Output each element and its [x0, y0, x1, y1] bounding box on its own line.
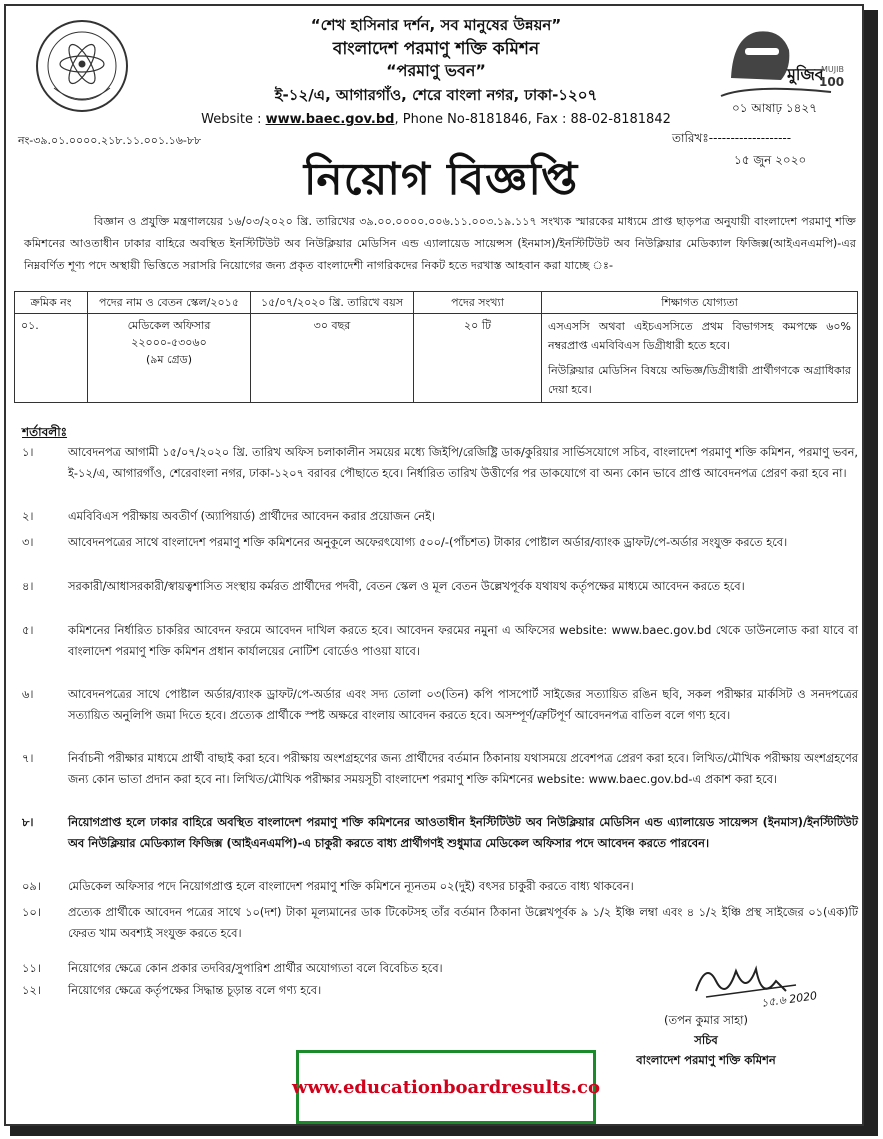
- condition-text: আবেদনপত্র আগামী ১৫/০৭/২০২০ খ্রি. তারিখ অফিস চলাকালীন সময়ের মধ্যে জিইপি/রেজিষ্ট্রি ডাক/কুরিয়ার সার্ভিসযোগে সচিব, বাংলাদেশ পরমাণু শক্তি কমিশন, পরমাণু ভবন, ই-১২/এ, আগারগাঁও, শেরেবাংলা নগর, ঢাকা-১২০৭ বরাবর পৌছাতে হবে। নির্ধারিত তারিখ উত্তীর্ণের পর ডাকযোগে বা অন্য কোন ভাবে প্রাপ্ত আবেদনপত্র প্রেরণ করা হবে না।: [68, 445, 858, 480]
- table-header-row: [15, 292, 858, 314]
- condition-number: ৫।: [22, 623, 34, 637]
- cell-post: [88, 314, 251, 403]
- baec-logo-icon: [34, 18, 130, 114]
- mujib-100-logo-icon: [711, 18, 845, 100]
- contact-line: [156, 112, 716, 127]
- slogan: “শেখ হাসিনার দর্শন, সব মানুষের উন্নয়ন”: [310, 16, 562, 34]
- condition-number: ৩।: [22, 535, 34, 549]
- date-english: ১৫ জুন ২০২০: [734, 153, 807, 167]
- page-title: নিয়োগ বিজ্ঞপ্তি: [303, 154, 579, 205]
- memo-number: নং-৩৯.০১.০০০০.২১৮.১১.০০১.১৬-৮৮: [18, 134, 202, 147]
- org-name: বাংলাদেশ পরমাণু শক্তি কমিশন: [332, 39, 540, 59]
- post-table: [14, 291, 858, 403]
- condition-text: এমবিবিএস পরীক্ষায় অবতীর্ণ (অ্যাপিয়ার্ড) প্রার্থীদের আবেদন করার প্রয়োজন নেই।: [68, 509, 436, 523]
- post-name: মেডিকেল অফিসার: [127, 319, 211, 332]
- condition-text: নিয়োগের ক্ষেত্রে কোন প্রকার তদবির/সুপারিশ প্রার্থীর অযোগ্যতা বলে বিবেচিত হবে।: [68, 961, 443, 975]
- address: ই-১২/এ, আগারগাঁও, শেরে বাংলা নগর, ঢাকা-১২০৭: [274, 86, 598, 104]
- table-row: [15, 314, 858, 403]
- cell-serial: ০১.: [15, 314, 88, 403]
- condition-text: নিয়োগের ক্ষেত্রে কর্তৃপক্ষের সিদ্ধান্ত চূড়ান্ত বলে গণ্য হবে।: [68, 983, 322, 997]
- condition-number: ১০।: [22, 905, 41, 919]
- pay-scale: ২২০০০-৫৩০৬০: [131, 336, 207, 349]
- cell-count: ২০ টি: [414, 314, 542, 403]
- col-post: পদের নাম ও বেতন স্কেল/২০১৫: [88, 292, 251, 314]
- col-qualification: শিক্ষাগত যোগ্যতা: [542, 292, 858, 314]
- svg-text:মুজিব: মুজিব: [787, 65, 824, 84]
- building-name: “পরমাণু ভবন”: [386, 61, 486, 80]
- condition-number: ১।: [22, 445, 34, 459]
- signer-designation: সচিব: [694, 1033, 718, 1047]
- preference-text: নিউক্লিয়ার মেডিসিন বিষয়ে অভিজ্ঞ/ডিগ্রীধারী প্রার্থীগণকে অগ্রাধিকার দেয়া হবে।: [548, 364, 851, 396]
- condition-text: নিয়োগপ্রাপ্ত হলে ঢাকার বাহিরে অবস্থিত বাংলাদেশ পরমাণু শক্তি কমিশনের আওতাধীন ইনস্টিটিউট অব নিউক্লিয়ার মেডিসিন এন্ড এ্যালায়েড সায়েন্সস (ইনমাস)/ইনস্টিটিউট অব নিউক্লিয়ার মেডিক্যাল ফিজিক্স (আইএনএমপি)-এ চাকুরী করতে বাধ্য প্রার্থীগণই শুধুমাত্র মেডিকেল অফিসার পদে আবেদন করতে পারবেন।: [68, 815, 858, 850]
- condition-text: প্রত্যেক প্রার্থীকে আবেদন পত্রের সাথে ১০(দশ) টাকা মূল্যমানের ডাক টিকেটসহ তাঁর বর্তমান ঠিকানা উল্লেখপূর্বক ৯ ১/২ ইঞ্চি লম্বা এবং ৪ ১/২ ইঞ্চি প্রস্থ সাইজের ০১(এক)টি ফেরত খাম অবশ্যই সংযুক্ত করতে হবে।: [68, 905, 858, 940]
- qualification-text: এসএসসি অথবা এইচএসসিতে প্রথম বিভাগসহ কমপক্ষে ৬০% নম্বরপ্রাপ্ত এমবিবিএস ডিগ্রীধারী হতে হবে।: [548, 320, 851, 352]
- signer-block: [606, 1010, 806, 1070]
- condition-number: ১১।: [22, 961, 41, 975]
- signer-org: বাংলাদেশ পরমাণু শক্তি কমিশন: [636, 1053, 776, 1067]
- condition-text: কমিশনের নির্ধারিত চাকরির আবেদন ফরমে আবেদন দাখিল করতে হবে। আবেদন ফরমের নমুনা এ অফিসের website: www.baec.gov.bd থেকে ডাউনলোড করা যাবে বা বাংলাদেশ পরমাণু শক্তি কমিশন প্রধান কার্যালয়ের নোটিশ বোর্ডেও পাওয়া যাবে।: [68, 623, 858, 658]
- col-serial: ক্রমিক নং: [15, 292, 88, 314]
- cell-age: ৩০ বছর: [251, 314, 414, 403]
- condition-number: ৮।: [22, 815, 34, 829]
- condition-number: ৪।: [22, 579, 34, 593]
- col-count: পদের সংখ্যা: [414, 292, 542, 314]
- cell-qualification: [542, 314, 858, 403]
- website-label: Website :: [201, 112, 266, 127]
- conditions-heading: শর্তাবলীঃ: [22, 425, 68, 439]
- intro-paragraph: বিজ্ঞান ও প্রযুক্তি মন্ত্রণালয়ের ১৬/০৩/২০২০ খ্রি. তারিখের ৩৯.০০.০০০০.০০৬.১১.০০৩.১৯.১১৭ সংখ্যক স্মারকের মাধ্যমে প্রাপ্ত ছাড়পত্র অনুযায়ী বাংলাদেশ পরমাণু শক্তি কমিশনের আওতাধীন ঢাকার বাহিরে অবস্থিত ইনস্টিটিউট অব নিউক্লিয়ার মেডিসিন এন্ড এ্যালায়েড সায়েন্সস (ইনমাস)/ইনস্টিটিউট অব নিউক্লিয়ার মেডিক্যাল ফিজিক্স(আইএনএমপি)-এর নিম্নবর্ণিত শূণ্য পদে অস্থায়ী ভিত্তিতে সরাসরি নিয়োগের জন্য প্রকৃত বাংলাদেশী নাগরিকদের নিকট হতে দরখাস্ত আহবান করা যাচ্ছে ঃ-: [24, 215, 856, 272]
- notice-page: [4, 4, 864, 1126]
- date-bangla: ০১ আষাঢ় ১৪২৭: [732, 101, 818, 115]
- condition-text: সরকারী/আধাসরকারী/স্বায়ত্বশাসিত সংস্থায় কর্মরত প্রার্থীদের পদবী, বেতন স্কেল ও মূল বেতন উল্লেখপূর্বক যথাযথ কর্তৃপক্ষের মাধ্যমে আবেদন করতে হবে।: [68, 579, 745, 593]
- condition-number: ০৯।: [22, 879, 41, 893]
- condition-number: ৭।: [22, 751, 34, 765]
- phone-fax: , Phone No-8181846, Fax : 88-02-8181842: [394, 112, 671, 127]
- condition-text: নির্বাচনী পরীক্ষার মাধ্যমে প্রার্থী বাছাই করা হবে। পরীক্ষায় অংশগ্রহণের জন্য প্রার্থীদের বর্তমান ঠিকানায় যথাসময়ে প্রবেশপত্র প্রেরণ করা হবে। লিখিত/মৌখিক পরীক্ষায় অংশগ্রহণের জন্য কোন ভাতা প্রদান করা হবে না। লিখিত/মৌখিক পরীক্ষার সময়সূচী বাংলাদেশ পরমাণু শক্তি কমিশনের website: www.baec.gov.bd-এ প্রকাশ করা হবে।: [68, 751, 858, 786]
- condition-number: ১২।: [22, 983, 41, 997]
- condition-number: ৬।: [22, 687, 34, 701]
- condition-text: আবেদনপত্রের সাথে পোষ্টাল অর্ডার/ব্যাংক ড্রাফট/পে-অর্ডার এবং সদ্য তোলা ০৩(তিন) কপি পাসপোর্ট সাইজের সত্যায়িত রঙিন ছবি, সকল পরীক্ষার মার্কসিট ও সনদপত্রের সত্যায়িত অনুলিপি জমা দিতে হবে। প্রত্যেক প্রার্থীকে স্পষ্ট অক্ষরে বাংলায় আবেদন করতে হবে। অসম্পূর্ণ/ত্রুটিপূর্ণ আবেদনপত্র বাতিল বলে গণ্য হবে।: [68, 687, 858, 722]
- signer-name: (তপন কুমার সাহা): [664, 1013, 748, 1027]
- svg-text:MUJIB: MUJIB: [821, 65, 844, 74]
- col-age: ১৫/০৭/২০২০ খ্রি. তারিখে বয়স: [251, 292, 414, 314]
- condition-text: আবেদনপত্রের সাথে বাংলাদেশ পরমাণু শক্তি কমিশনের অনুকূলে অফেরৎযোগ্য ৫০০/-(পাঁচশত) টাকার পোষ্টাল অর্ডার/ব্যাংক ড্রাফট/পে-অর্ডার সংযুক্ত করতে হবে।: [68, 535, 788, 549]
- watermark-box: [292, 1050, 600, 1124]
- watermark-text: www.educationboardresults.co: [292, 1076, 600, 1098]
- signature-date: ১৫.৬ 2020: [760, 989, 818, 1010]
- date-label: তারিখঃ-------------------: [672, 131, 792, 145]
- grade: (৯ম গ্রেড): [145, 353, 193, 366]
- website-link[interactable]: www.baec.gov.bd: [265, 112, 395, 127]
- condition-number: ২।: [22, 509, 34, 523]
- condition-text: মেডিকেল অফিসার পদে নিয়োগপ্রাপ্ত হলে বাংলাদেশ পরমাণু শক্তি কমিশনে ন্যূনতম ০২(দুই) বৎসর চাকুরী করতে বাধ্য থাকবেন।: [68, 879, 634, 893]
- svg-text:100: 100: [819, 75, 845, 89]
